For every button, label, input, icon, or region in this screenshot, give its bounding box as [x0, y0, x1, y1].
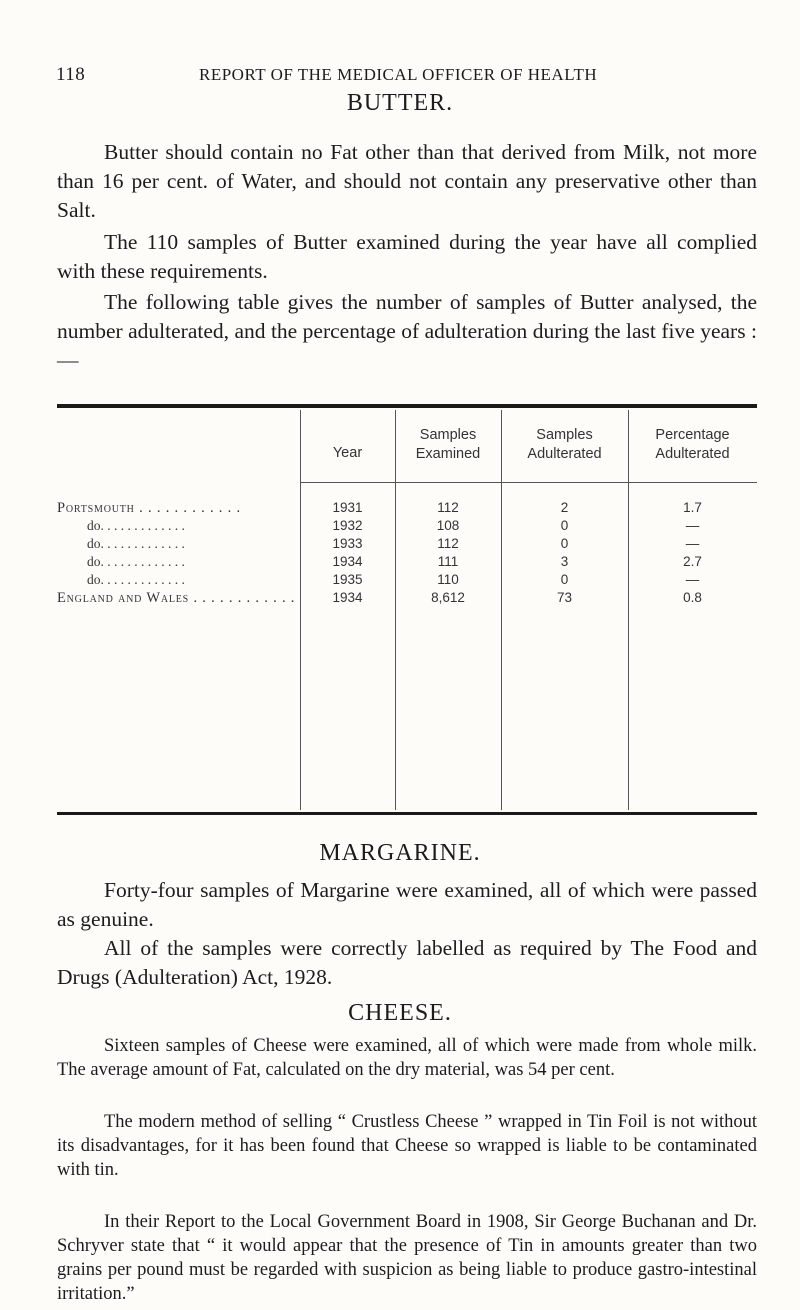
row-adulterated: 3 [560, 554, 569, 569]
cheese-paragraph-3: In their Report to the Local Government Board in 1908, Sir George Buchanan and Dr. Schryver state that “ it would appear that the presence of Tin in amounts greater than two grains per pound must be regarded with suspicion as being liable to produce gastro-intestinal irritation.” [57, 1212, 757, 1304]
col-divider-4 [628, 410, 629, 810]
header-adulterated [501, 426, 628, 464]
cheese-paragraph-1: Sixteen samples of Cheese were examined, all of which were made from whole milk. The average amount of Fat, calculated on the dry material, was 54 per cent. [57, 1036, 757, 1080]
butter-paragraph-3: The following table gives the number of samples of Butter analysed, the number adulterated, and the percentage of adulteration during the last five years :— [57, 290, 757, 372]
cheese-heading: CHEESE. [348, 1000, 452, 1026]
page-number: 118 [56, 64, 86, 85]
header-adulterated-line-2: Adulterated [527, 446, 602, 462]
row-percentage: — [685, 518, 700, 533]
row-examined: 112 [437, 500, 459, 515]
row-place: England and Wales . . . . . . . . . . . . [57, 590, 296, 606]
header-percentage [628, 426, 757, 464]
row-year: 1934 [332, 590, 363, 605]
header-underline [300, 482, 757, 483]
col-divider-3 [501, 410, 502, 810]
margarine-paragraph-1: Forty-four samples of Margarine were examined, all of which were passed as genuine. [57, 878, 757, 931]
row-leader: . . . . . . . . . . . . [139, 500, 241, 516]
row-leader: . . . . . . . . . . . . [193, 590, 296, 606]
table-bottom-rule [57, 812, 757, 815]
row-place: do. . . . . . . . . . . . . [87, 536, 185, 551]
header-percentage-line-2: Adulterated [655, 446, 730, 462]
header-adulterated-line-1: Samples [536, 427, 593, 443]
row-percentage: 1.7 [683, 500, 702, 515]
row-leader: . . . . . . . . . . . . [107, 572, 185, 587]
row-percentage: 2.7 [683, 554, 702, 569]
row-percentage: — [685, 572, 700, 587]
margarine-heading: MARGARINE. [319, 840, 481, 866]
header-examined-line-1: Samples [419, 427, 477, 443]
row-year: 1934 [332, 554, 363, 569]
row-adulterated: 0 [560, 572, 569, 587]
row-place: do. . . . . . . . . . . . . [87, 572, 185, 587]
col-divider-1 [300, 410, 301, 810]
row-examined: 108 [436, 518, 460, 533]
row-percentage: 0.8 [683, 590, 702, 605]
row-year: 1931 [332, 500, 363, 515]
row-year: 1933 [332, 536, 363, 551]
butter-table [57, 404, 757, 816]
row-place: Portsmouth . . . . . . . . . . . . [57, 500, 241, 516]
cheese-paragraph-2: The modern method of selling “ Crustless Cheese ” wrapped in Tin Foil is not without its disadvantages, for it has been found that Cheese so wrapped is liable to be contaminated with tin. [57, 1112, 757, 1180]
header-percentage-line-1: Percentage [655, 427, 730, 443]
row-place: do. . . . . . . . . . . . . [87, 554, 185, 569]
butter-paragraph-1: Butter should contain no Fat other than that derived from Milk, not more than 16 per cent. of Water, and should not contain any preservative other than Salt. [57, 140, 757, 222]
butter-paragraph-2: The 110 samples of Butter examined during the year have all complied with these requirements. [57, 230, 757, 283]
row-adulterated: 2 [560, 500, 569, 515]
header-year: Year [332, 445, 363, 461]
header-examined-line-2: Examined [415, 446, 481, 462]
butter-heading: BUTTER. [346, 90, 454, 116]
margarine-paragraph-2: All of the samples were correctly labelled as required by The Food and Drugs (Adulteration) Act, 1928. [57, 936, 757, 989]
header-examined [395, 426, 501, 464]
row-leader: . . . . . . . . . . . . [107, 536, 185, 551]
row-examined: 8,612 [431, 590, 465, 605]
col-divider-2 [395, 410, 396, 810]
row-year: 1935 [332, 572, 363, 587]
running-header [56, 64, 746, 92]
row-examined: 111 [437, 554, 459, 569]
row-adulterated: 0 [560, 536, 569, 551]
running-title: REPORT OF THE MEDICAL OFFICER OF HEALTH [199, 65, 598, 84]
row-leader: . . . . . . . . . . . . [107, 554, 185, 569]
row-year: 1932 [332, 518, 363, 533]
row-leader: . . . . . . . . . . . . [107, 518, 185, 533]
row-examined: 112 [437, 536, 459, 551]
row-examined: 110 [437, 572, 459, 587]
row-adulterated: 73 [556, 590, 573, 605]
row-place: do. . . . . . . . . . . . . [87, 518, 185, 533]
row-percentage: — [685, 536, 700, 551]
table-top-rule [57, 404, 757, 408]
row-adulterated: 0 [560, 518, 569, 533]
